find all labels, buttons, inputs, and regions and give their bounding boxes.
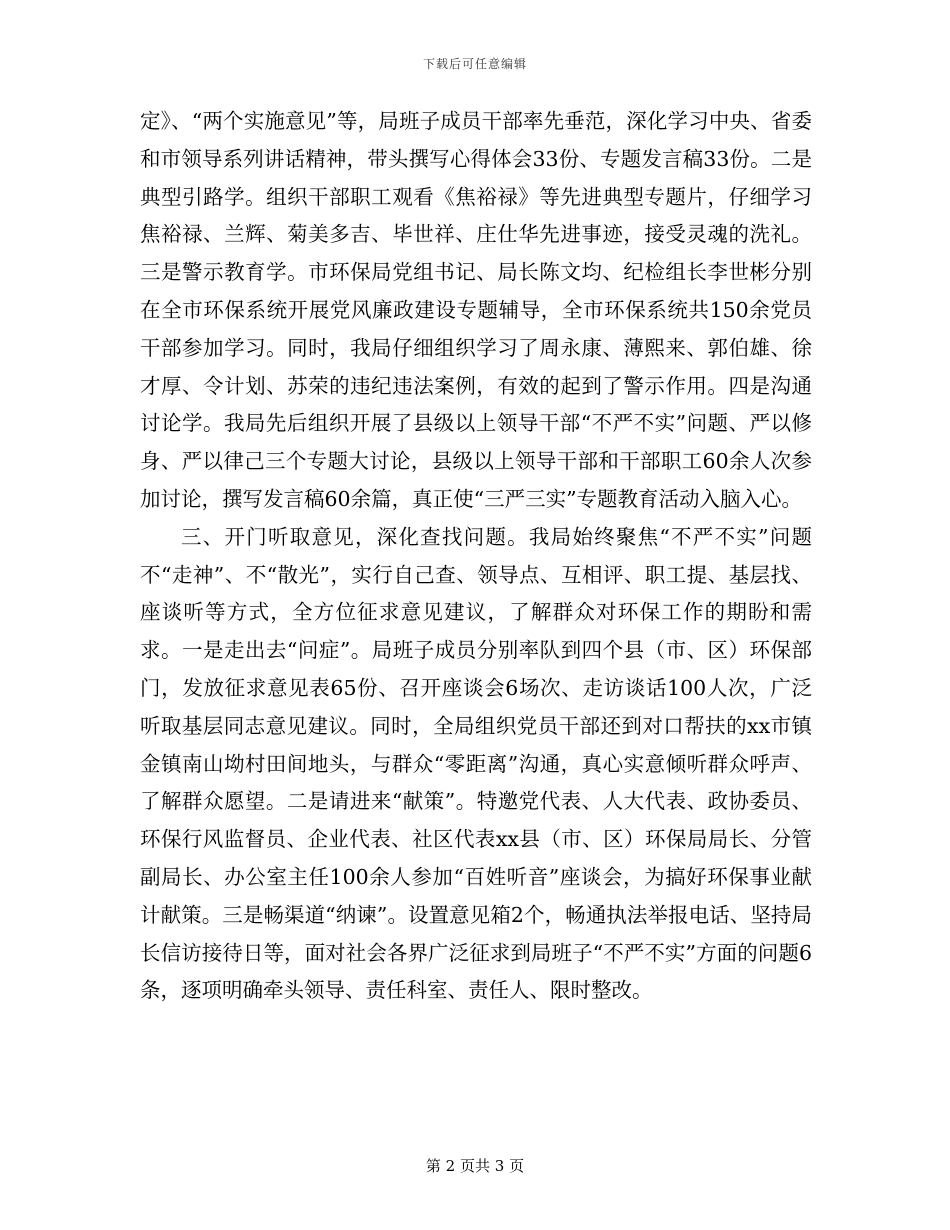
paragraph-open-opinions: 三、开门听取意见，深化查找问题。我局始终聚焦“不严不实”问题不“走神”、不“散光”，实行自己查、领导点、互相评、职工提、基层找、座谈听等方式，全方位征求意见建议，了解群众对环保工作的期盼和需求。一是走出去“问症”。局班子成员分别率队到四个县（市、区）环保部门，发放征求意见表65份、召开座谈会6场次、走访谈话100人次，广泛听取基层同志意见建议。同时，全局组织党员干部还到对口帮扶的xx市镇金镇南山坳村田间地头，与群众“零距离”沟通，真心实意倾听群众呼声、了解群众愿望。二是请进来“献策”。特邀党代表、人大代表、政协委员、环保行风监督员、企业代表、社区代表xx县（市、区）环保局局长、分管副局长、办公室主任100余人参加“百姓听音”座谈会，为搞好环保事业献计献策。三是畅渠道“纳谏”。设置意见箱2个，畅通执法举报电话、坚持局长信访接待日等，面对社会各界广泛征求到局班子“不严不实”方面的问题6条，逐项明确牵头领导、责任科室、责任人、限时整改。 [140, 524, 812, 1003]
paragraph-study-activities: 定》、“两个实施意见”等，局班子成员干部率先垂范，深化学习中央、省委和市领导系列讲话精神，带头撰写心得体会33份、专题发言稿33份。二是典型引路学。组织干部职工观看《焦裕禄》等先进典型专题片，仔细学习焦裕禄、兰辉、菊美多吉、毕世祥、庄仕华先进事迹，接受灵魂的洗礼。三是警示教育学。市环保局党组书记、局长陈文均、纪检组长李世彬分别在全市环保系统开展党风廉政建设专题辅导，全市环保系统共150余党员干部参加学习。同时，我局仔细组织学习了周永康、薄熙来、郭伯雄、徐才厚、令计划、苏荣的违纪违法案例，有效的起到了警示作用。四是沟通讨论学。我局先后组织开展了县级以上领导干部“不严不实”问题、严以修身、严以律己三个专题大讨论，县级以上领导干部和干部职工60余人次参加讨论，撰写发言稿60余篇，真正使“三严三实”专题教育活动入脑入心。 [140, 109, 812, 511]
document-body [140, 103, 812, 1010]
page-header: 下载后可任意编辑 [422, 57, 527, 71]
page-footer: 第 2 页共 3 页 [425, 1157, 525, 1175]
